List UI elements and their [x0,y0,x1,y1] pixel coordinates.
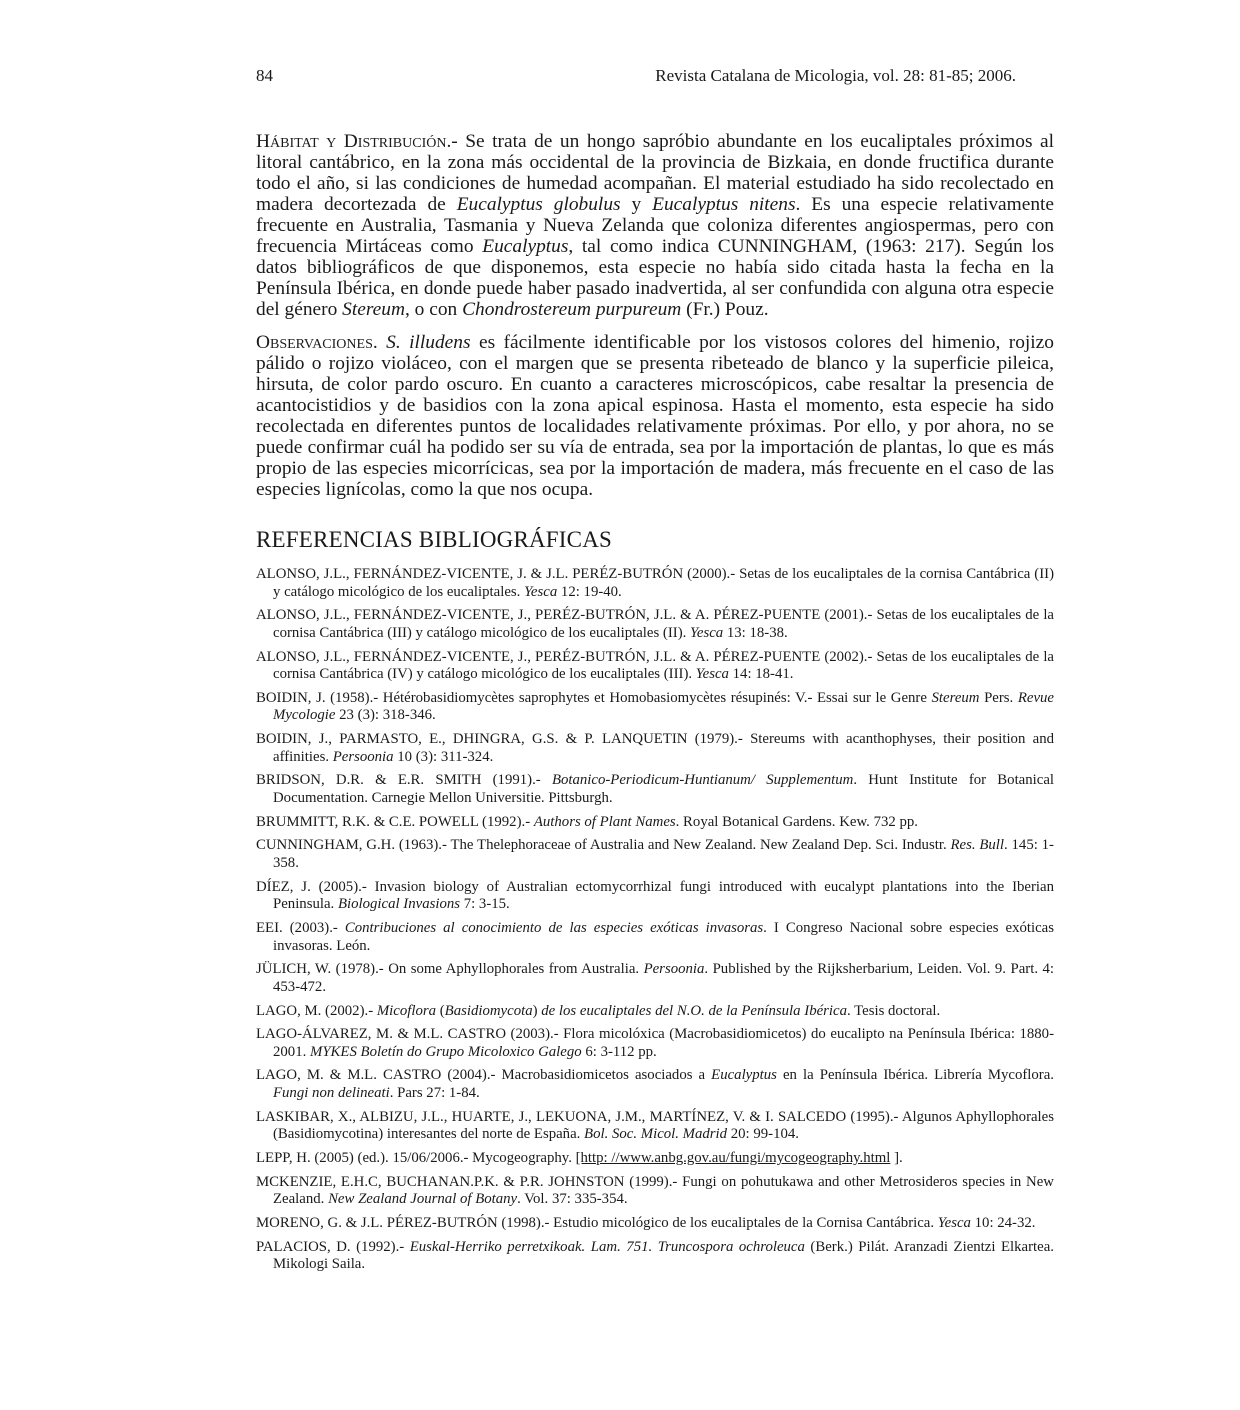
reference-italic: Yesca [690,624,724,641]
reference-italic: Basidiomycota [444,1002,533,1019]
section-heading: Observaciones [256,332,373,353]
reference-text: . 145: 1-358. [273,837,1054,871]
reference-entry [256,1174,1054,1209]
reference-italic: Stereum [931,689,980,706]
species-name: Chondrostereum purpureum [462,299,682,320]
reference-text: 14: 18-41. [728,666,794,683]
reference-italic: Authors of Plant Names [533,813,676,830]
reference-text: . Published by the Rijksherbarium, Leiden. Vol. 9. Part. 4: 453-472. [273,961,1054,995]
reference-entry [256,1067,1054,1102]
reference-italic: Res. Bull [950,837,1005,854]
references-title: REFERENCIAS BIBLIOGRÁFICAS [256,527,612,552]
reference-list [256,566,1054,1280]
reference-italic: Bol. Soc. Micol. Madrid [584,1126,728,1143]
species-name: Eucalyptus nitens [652,194,796,215]
reference-entry [256,1239,1054,1274]
reference-entry [256,879,1054,914]
reference-text: LAGO, M. & M.L. CASTRO (2004).- Macrobasidiomicetos asociados a [256,1067,712,1084]
reference-text: . I Congreso Nacional sobre especies exóticas invasoras. León. [273,919,1054,954]
reference-italic: Euskal-Herriko perretxikoak. Lam. 751. Truncospora ochroleuca [409,1238,805,1255]
habitat-paragraph [256,131,1054,320]
reference-text: ( [436,1002,445,1019]
genus-name: Eucalyptus [482,236,569,257]
reference-text: Pers. [979,689,1018,706]
observations-paragraph [256,332,1054,500]
reference-text: LEPP, H. (2005) (ed.). 15/06/2006.- Mycogeography. [256,1150,576,1167]
journal-citation: Revista Catalana de Micologia, vol. 28: 81-85; 2006. [655,66,1016,85]
reference-text: LAGO-ÁLVAREZ, M. & M.L. CASTRO (2003).- Flora micolóxica (Macrobasidiomicetos) do eucalipto na Península Ibérica: 1880-2001. [256,1026,1054,1060]
reference-italic: Persoonia [332,748,394,765]
reference-italic: MYKES Boletín do Grupo Micoloxico Galego [310,1043,582,1060]
reference-entry [256,1026,1054,1061]
reference-text: EEI. (2003).- [256,919,345,936]
reference-text: ALONSO, J.L., FERNÁNDEZ-VICENTE, J., PERÉZ-BUTRÓN, J.L. & A. PÉREZ-PUENTE (2002).- Setas de los eucaliptales de la cornisa Cantábrica (IV) y catálogo micológico de los eucaliptales (III). [256,648,1054,683]
reference-text: . Hunt Institute for Botanical Documentation. Carnegie Mellon Universitie. Pittsburgh. [273,772,1055,806]
running-header [256,66,1016,90]
reference-entry [256,1109,1054,1144]
reference-italic: Yesca [937,1215,971,1231]
text: y [620,194,653,215]
reference-text: (Berk.) Pilát. Aranzadi Zientzi Elkartea. Mikologi Saila. [273,1238,1054,1273]
reference-text: en la Península Ibérica. Librería Mycoflora. [776,1067,1054,1084]
text: , tal como indica CUNNINGHAM, (1963: 217). Según los datos bibliográficos de que disponemos, esta especie no había sido citada hasta la fecha en la Península Ibérica, en donde puede haber pasado inadvertida, al ser confundida con alguna otra especie del género [256,236,1054,320]
reference-text: ALONSO, J.L., FERNÁNDEZ-VICENTE, J. & J.L. PERÉZ-BUTRÓN (2000).- Setas de los eucaliptales de la cornisa Cantábrica (II) y catálogo micológico de los eucaliptales. [256,566,1054,600]
reference-italic: Revue Mycologie [273,689,1054,724]
reference-text: . Royal Botanical Gardens. Kew. 732 pp. [675,813,918,830]
reference-entry [256,1150,1054,1168]
reference-entry [256,961,1054,996]
reference-entry [256,1215,1054,1233]
reference-entry [256,566,1054,601]
reference-italic: Yesca [524,583,558,600]
reference-italic: de los eucaliptales del N.O. de la Península Ibérica [541,1002,847,1019]
reference-text: BOIDIN, J., PARMASTO, E., DHINGRA, G.S. & P. LANQUETIN (1979).- Stereums with acanthophyses, their position and affinities. [256,731,1054,765]
reference-text: MCKENZIE, E.H.C, BUCHANAN.P.K. & P.R. JOHNSTON (1999).- Fungi on pohutukawa and other Metrosideros species in New Zealand. [256,1173,1054,1208]
reference-entry [256,920,1054,955]
reference-text: MORENO, G. & J.L. PÉREZ-BUTRÓN (1998).- Estudio micológico de los eucaliptales de la Cornisa Cantábrica. [256,1215,938,1231]
reference-entry [256,814,1054,832]
text: . [372,332,387,353]
reference-italic: Contribuciones al conocimiento de las especies exóticas invasoras [344,919,764,936]
reference-text: LASKIBAR, X., ALBIZU, J.L., HUARTE, J., LEKUONA, J.M., MARTÍNEZ, V. & I. SALCEDO (1995).- Algunos Aphyllophorales (Basidiomycotina) interesantes del norte de España. [256,1108,1054,1143]
text: , o con [404,299,463,320]
reference-text: JÜLICH, W. (1978).- On some Aphyllophorales from Australia. [256,961,644,978]
reference-url[interactable]: [http: //www.anbg.gov.au/fungi/mycogeography.html [575,1150,891,1167]
section-heading: Hábitat y Distribución [256,131,447,152]
text: .- Se trata de un hongo sapróbio abundante en los eucaliptales próximos al litoral cantábrico, en la zona más occidental de la provincia de Bizkaia, en donde fructifica durante todo el año, si las condiciones de humedad acompañan. El material estudiado ha sido recolectado en madera decortezada de [256,131,1054,215]
text: . Es una especie relativamente frecuente en Australia, Tasmania y Nueva Zelanda que coloniza diferentes angiospermas, pero con frecuencia Mirtáceas como [256,194,1055,257]
reference-text: LAGO, M. (2002).- [256,1002,377,1019]
reference-text: 10 (3): 311-324. [393,748,494,765]
reference-text: DÍEZ, J. (2005).- Invasion biology of Australian ectomycorrhizal fungi introduced with eucalypt plantations into the Iberian Peninsula. [256,878,1054,913]
reference-text: BRIDSON, D.R. & E.R. SMITH (1991).- [256,772,552,789]
reference-text: 7: 3-15. [460,896,510,913]
reference-italic: Botanico-Periodicum-Huntianum/ Supplementum [551,772,854,789]
text: (Fr.) Pouz. [681,299,769,320]
species-name: Eucalyptus globulus [456,194,621,215]
reference-text: BOIDIN, J. (1958).- Hétérobasidiomycètes saprophytes et Homobasiomycètes résupinés: V.- Essai sur le Genre [256,689,932,706]
reference-text: 12: 19-40. [557,583,622,600]
reference-text: . Tesis doctoral. [847,1002,941,1019]
genus-name: Stereum [342,299,405,320]
reference-text: ALONSO, J.L., FERNÁNDEZ-VICENTE, J., PERÉZ-BUTRÓN, J.L. & A. PÉREZ-PUENTE (2001).- Setas de los eucaliptales de la cornisa Cantábrica (III) y catálogo micológico de los eucaliptales (II). [256,607,1054,641]
reference-entry [256,690,1054,725]
reference-entry [256,772,1054,807]
reference-entry [256,649,1054,684]
reference-italic: Fungi non delineati [273,1085,390,1102]
reference-text: 20: 99-104. [727,1126,799,1143]
reference-entry [256,731,1054,766]
reference-text: 13: 18-38. [723,624,788,641]
reference-text: BRUMMITT, R.K. & C.E. POWELL (1992).- [256,813,534,830]
reference-entry [256,1003,1054,1021]
reference-italic: Yesca [695,666,729,683]
reference-entry [256,837,1054,872]
reference-text: 23 (3): 318-346. [335,707,436,724]
reference-text: . Vol. 37: 335-354. [517,1191,628,1208]
reference-italic: Micoflora [376,1002,437,1019]
reference-text: ]. [890,1150,903,1167]
reference-italic: Biological Invasions [337,896,461,913]
reference-italic: Persoonia [643,961,705,978]
reference-italic: New Zealand Journal of Botany [328,1191,518,1208]
text: es fácilmente identificable por los vistosos colores del himenio, rojizo pálido o rojizo violáceo, con el margen que se presenta ribeteado de blanco y la superficie pileica, hirsuta, de color pardo oscuro. En cuanto a caracteres microscópicos, cabe resaltar la presencia de acantocistidios y de basidios con la zona apical espinosa. Hasta el momento, esta especie ha sido recolectada en diferentes puntos de localidades relativamente próximas. Por ello, y por ahora, no se puede confirmar cuál ha podido ser su vía de entrada, sea por la importación de plantas, lo que es más propio de las especies micorrícicas, sea por la importación de madera, más frecuente en el caso de las especies lignícolas, como la que nos ocupa. [256,332,1054,500]
reference-text: PALACIOS, D. (1992).- [256,1238,410,1255]
reference-text: . Pars 27: 1-84. [389,1085,480,1102]
reference-entry [256,607,1054,642]
reference-text: CUNNINGHAM, G.H. (1963).- The Thelephoraceae of Australia and New Zealand. New Zealand Dep. Sci. Industr. [256,837,951,854]
reference-text: 6: 3-112 pp. [581,1043,657,1060]
reference-text: ) [532,1002,542,1019]
page-number: 84 [256,66,273,85]
reference-text: 10: 24-32. [970,1215,1036,1231]
species-name: S. illudens [386,332,471,353]
reference-italic: Eucalyptus [711,1067,777,1084]
